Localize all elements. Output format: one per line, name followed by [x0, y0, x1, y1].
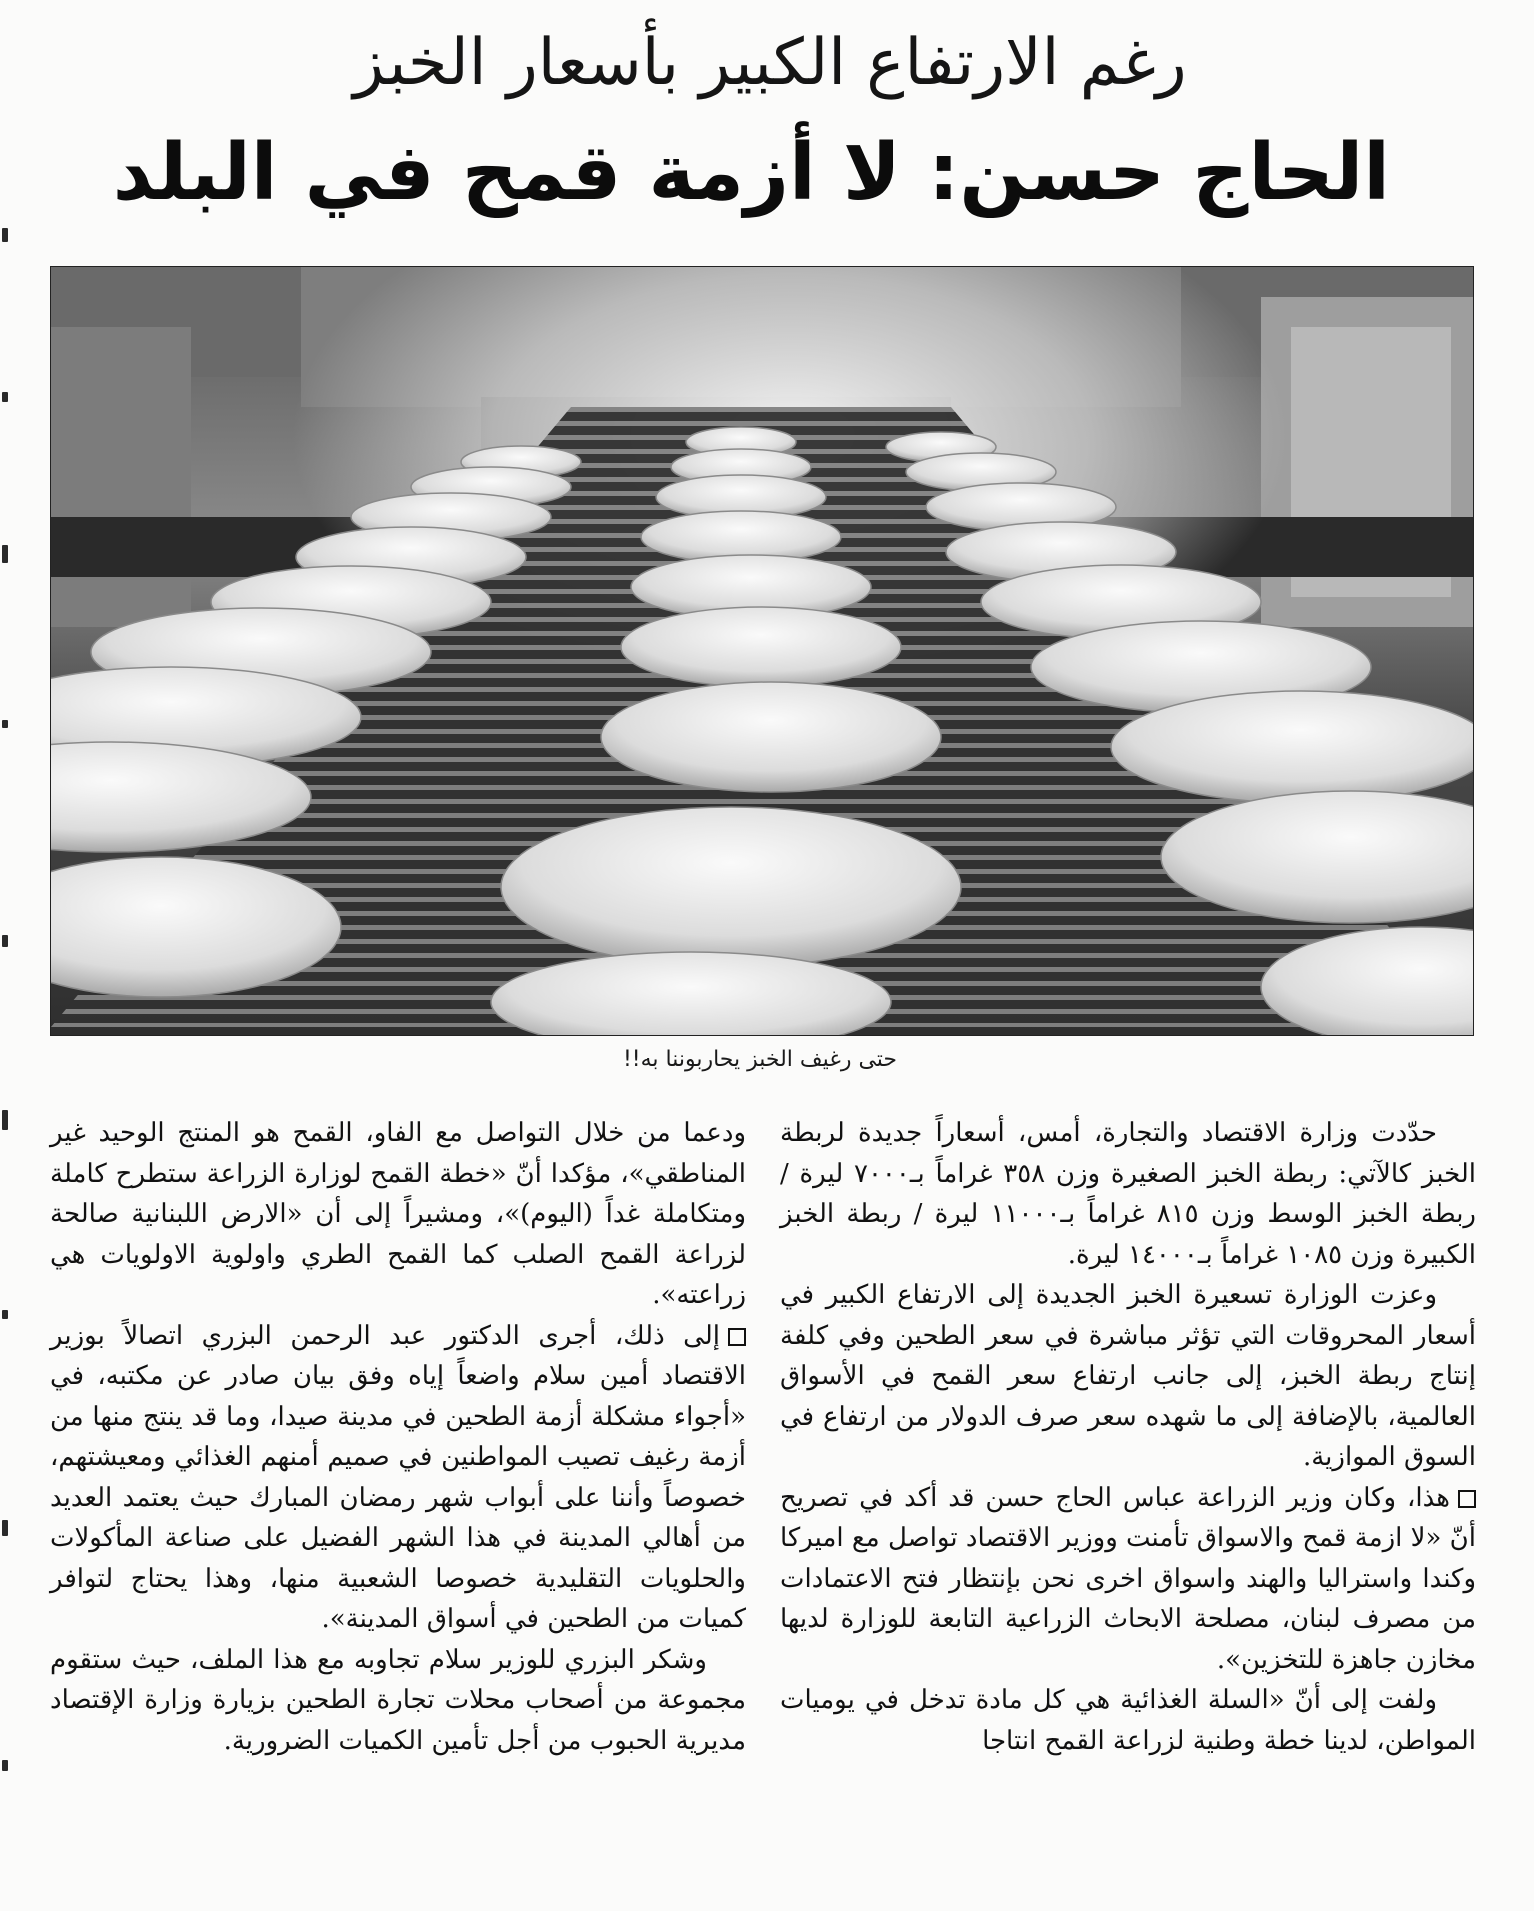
section-box-icon	[1458, 1490, 1476, 1508]
photo-drawing	[51, 267, 1473, 1035]
paragraph: ودعما من خلال التواصل مع الفاو، القمح هو المنتج الوحيد غير المناطقي»، مؤكدا أنّ «خطة القمح لوزارة الزراعة ستطرح كاملة ومتكاملة غداً (اليوم)»، ومشيراً إلى أن «الارض اللبنانية صالحة لزراعة القمح الصلب كما القمح الطري واولوية الاولويات هي زراعته».	[50, 1118, 746, 1310]
photo-caption: حتى رغيف الخبز يحاربوننا به!!	[622, 1047, 898, 1072]
paragraph-text: هذا، وكان وزير الزراعة عباس الحاج حسن قد أكد في تصريح أنّ «لا ازمة قمح والاسواق تأمنت ووزير الاقتصاد تواصل مع اميركا وكندا واستراليا والهند واسواق اخرى نحن بإنتظار فتح الاعتمادات من مصرف لبنان، مصلحة الابحاث الزراعية التابعة للوزارة لديها مخازن جاهزة للتخزين».	[780, 1482, 1476, 1675]
article-column-left	[50, 1113, 746, 1761]
paragraph: وشكر البزري للوزير سلام تجاوبه مع هذا الملف، حيث ستقوم مجموعة من أصحاب محلات تجارة الطحين بزيارة وزارة الإقتصاد مديرية الحبوب من أجل تأمين الكميات الضرورية.	[50, 1644, 746, 1756]
paragraph: وعزت الوزارة تسعيرة الخبز الجديدة إلى الارتفاع الكبير في أسعار المحروقات التي تؤثر مباشرة في سعر الطحين وفي كلفة إنتاج ربطة الخبز، إلى جانب ارتفاع سعر القمح في الأسواق العالمية، بالإضافة إلى ما شهده سعر صرف الدولار من ارتفاع في السوق الموازية.	[780, 1280, 1476, 1472]
paragraph: ولفت إلى أنّ «السلة الغذائية هي كل مادة تدخل في يوميات المواطن، لدينا خطة وطنية لزراعة القمح انتاجا	[780, 1685, 1476, 1756]
paragraph-text: إلى ذلك، أجرى الدكتور عبد الرحمن البزري اتصالاً بوزير الاقتصاد أمين سلام واضعاً إياه وفق بيان صادر عن مكتبه، في «أجواء مشكلة أزمة الطحين في مدينة صيدا، وما قد ينتج منها من أزمة رغيف تصيب المواطنين في صميم أمنهم الغذائي ومعيشتهم، خصوصاً وأننا على أبواب شهر رمضان المبارك حيث يعتمد العديد من أهالي المدينة في هذا الشهر الفضيل على صناعة المأكولات والحلويات التقليدية خصوصا الشعبية منها، وهذا يحتاج لتوافر كميات من الطحين في أسواق المدينة».	[50, 1320, 746, 1634]
paragraph	[780, 1478, 1476, 1681]
page-edge-marks	[0, 0, 14, 1911]
section-box-icon	[728, 1328, 746, 1346]
paragraph	[50, 1316, 746, 1640]
article-kicker: رغم الارتفاع الكبير بأسعار الخبز	[353, 26, 1187, 100]
article-headline: الحاج حسن: لا أزمة قمح في البلد	[112, 128, 1390, 218]
paragraph: حدّدت وزارة الاقتصاد والتجارة، أمس، أسعاراً جديدة لربطة الخبز كالآتي: ربطة الخبز الصغيرة وزن ٣٥٨ غراماً بـ٧٠٠٠ ليرة / ربطة الخبز الوسط وزن ٨١٥ غراماً بـ١١٠٠٠ ليرة / ربطة الخبز الكبيرة وزن ١٠٨٥ غراماً بـ١٤٠٠٠ ليرة.	[780, 1118, 1476, 1270]
bread-conveyor-photo	[50, 266, 1474, 1036]
article-column-right	[780, 1113, 1476, 1761]
